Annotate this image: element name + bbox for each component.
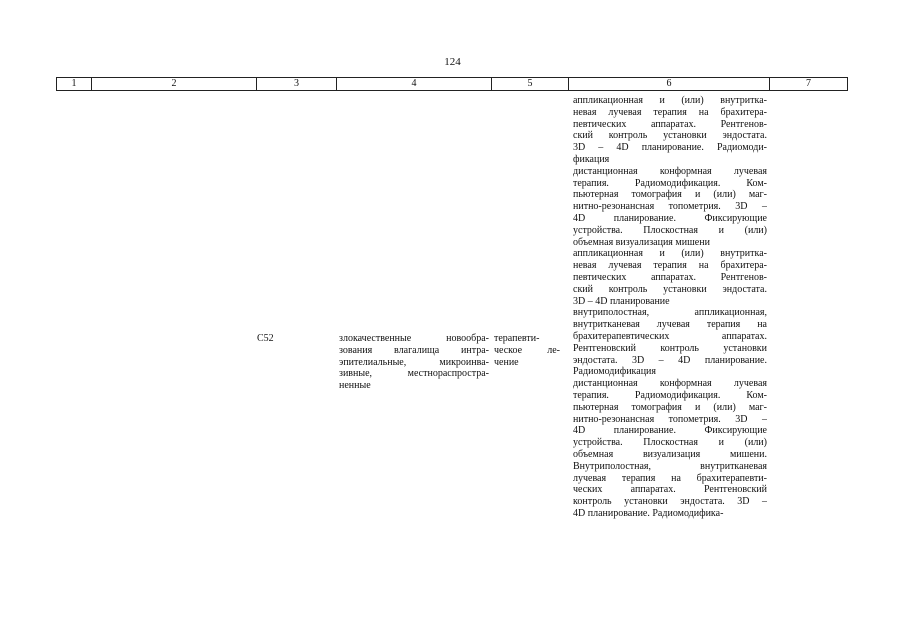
methods-line: дистанционная конформная лучевая [573,165,767,177]
diagnosis-line: эпителиальные, микроинва- [339,356,489,368]
methods-line: Рентгеновский контроль установки [573,342,767,354]
methods-line: дистанционная конформная лучевая [573,378,767,390]
methods-line: ческих аппаратах. Рентгеновский [573,484,767,496]
column-number-4: 4 [337,78,492,91]
methods-line: объемная визуализация мишени. [573,448,767,460]
methods-line: нитно-резонансная топометрия. 3D – [573,201,767,213]
treatment-type-line: терапевти- [494,333,540,344]
column-number-row [57,78,848,91]
methods-line: Радиомодификация [573,366,657,378]
methods-line: Внутриполостная, внутритканевая [573,460,767,472]
methods-line: устройства. Плоскостная и (или) [573,224,767,236]
methods-line: 4D планирование. Фиксирующие [573,212,767,224]
methods-line: объемная визуализация мишени [573,236,710,248]
methods-line: певтических аппаратах. Рентгенов- [573,271,767,283]
methods-line: терапия. Радиомодификация. Ком- [573,177,767,189]
methods-line: невая лучевая терапия на брахитера- [573,106,767,118]
column-number-3: 3 [257,78,337,91]
methods-line: терапия. Радиомодификация. Ком- [573,389,767,401]
methods-line: пьютерная томография и (или) маг- [573,189,767,201]
icd-code: C52 [257,333,274,344]
methods-line: 4D планирование. Радиомодифика- [573,507,724,519]
diagnosis-line: ненные [339,380,371,392]
methods-line: 3D – 4D планирование [573,295,670,307]
treatment-type-text [494,333,560,368]
methods-line: пьютерная томография и (или) маг- [573,401,767,413]
column-number-7: 7 [770,78,848,91]
methods-line: внутриполостная, аппликационная, [573,307,767,319]
methods-line: певтических аппаратах. Рентгенов- [573,118,767,130]
methods-line: контроль установки эндостата. 3D – [573,496,767,508]
methods-line: 4D планирование. Фиксирующие [573,425,767,437]
treatment-methods-text [573,95,767,520]
diagnosis-line: зивные, местнораспростра- [339,368,489,380]
methods-line: ский контроль установки эндостата. [573,283,767,295]
methods-line: нитно-резонансная топометрия. 3D – [573,413,767,425]
methods-line: эндостата. 3D – 4D планирование. [573,354,767,366]
treatment-type-line: ческое ле- [494,344,560,356]
column-number-1: 1 [57,78,92,91]
column-number-6: 6 [569,78,770,91]
methods-line: лучевая терапия на брахитерапевти- [573,472,767,484]
methods-line: аппликационная и (или) внутритка- [573,248,767,260]
column-number-2: 2 [92,78,257,91]
methods-line: брахитерапевтических аппаратах. [573,330,767,342]
page-number: 124 [444,56,461,68]
methods-line: устройства. Плоскостная и (или) [573,437,767,449]
methods-line: ский контроль установки эндостата. [573,130,767,142]
methods-line: внутритканевая лучевая терапия на [573,319,767,331]
diagnosis-text [339,333,489,392]
column-number-5: 5 [492,78,569,91]
diagnosis-line: злокачественные новообра- [339,333,489,344]
methods-line: фикация [573,153,610,165]
diagnosis-line: зования влагалища интра- [339,344,489,356]
table-header [56,77,848,91]
methods-line: 3D – 4D планирование. Радиомоди- [573,142,767,154]
treatment-type-line: чение [494,356,519,368]
methods-line: невая лучевая терапия на брахитера- [573,260,767,272]
methods-line: аппликационная и (или) внутритка- [573,95,767,106]
